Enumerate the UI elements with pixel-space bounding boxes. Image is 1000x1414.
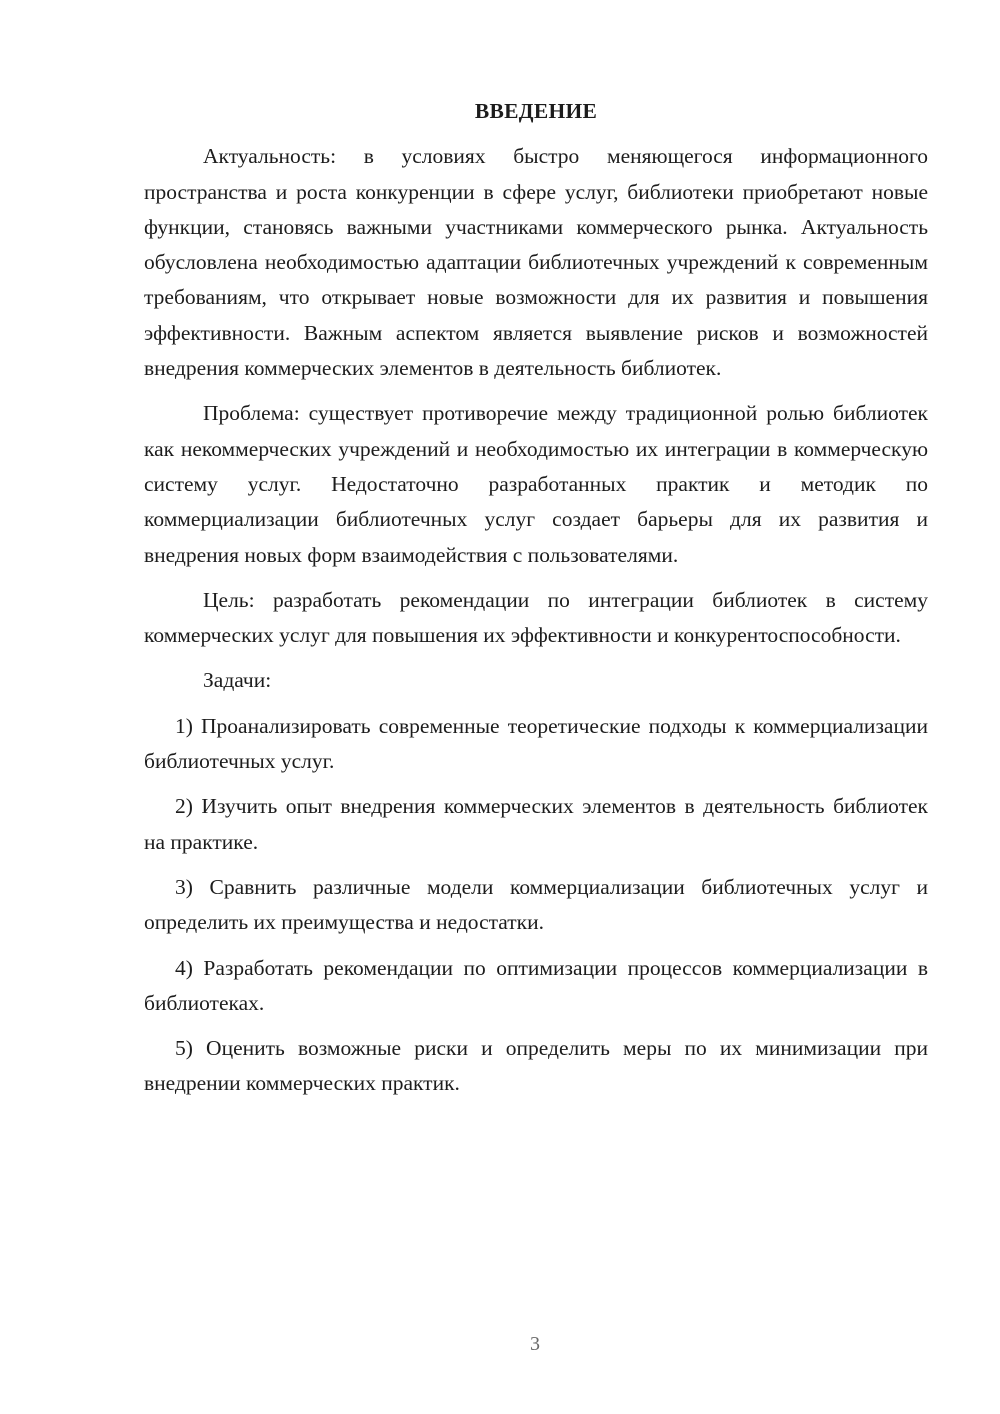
paragraph-problem: Проблема: существует противоречие между традиционной ролью библиотек как некоммерческих учреждений и необходимостью их интеграции в коммерческую систему услуг. Недостаточно разработанных практик и методик по коммерциализации библиотечных услуг создает барьеры для их развития и внедрения новых форм взаимодействия с пользователями. xyxy=(144,401,928,567)
paragraph-goal: Цель: разработать рекомендации по интеграции библиотек в систему коммерческих услуг для повышения их эффективности и конкурентоспособности. xyxy=(144,587,928,648)
task-item: 3) Сравнить различные модели коммерциализации библиотечных услуг и определить их преимущества и недостатки. xyxy=(144,874,928,935)
page-content xyxy=(144,94,928,1112)
task-item: 2) Изучить опыт внедрения коммерческих элементов в деятельность библиотек на практике. xyxy=(144,794,928,854)
task-item: 1) Проанализировать современные теоретические подходы к коммерциализации библиотечных услуг. xyxy=(144,713,928,774)
paragraph-relevance: Актуальность: в условиях быстро меняющегося информационного пространства и роста конкуренции в сфере услуг, библиотеки приобретают новые функции, становясь важными участниками коммерческого рынка. Актуальность обусловлена необходимостью адаптации библиотечных учреждений к современным требованиям, что открывает новые возможности для их развития и повышения эффективности. Важным аспектом является выявление рисков и возможностей внедрения коммерческих элементов в деятельность библиотек. xyxy=(144,144,928,381)
page-number: 3 xyxy=(530,1333,540,1355)
task-item: 5) Оценить возможные риски и определить меры по их минимизации при внедрении коммерческих практик. xyxy=(144,1036,928,1096)
task-item: 4) Разработать рекомендации по оптимизации процессов коммерциализации в библиотеках. xyxy=(144,955,928,1015)
tasks-heading: Задачи: xyxy=(203,668,272,693)
section-title: ВВЕДЕНИЕ xyxy=(474,99,598,123)
